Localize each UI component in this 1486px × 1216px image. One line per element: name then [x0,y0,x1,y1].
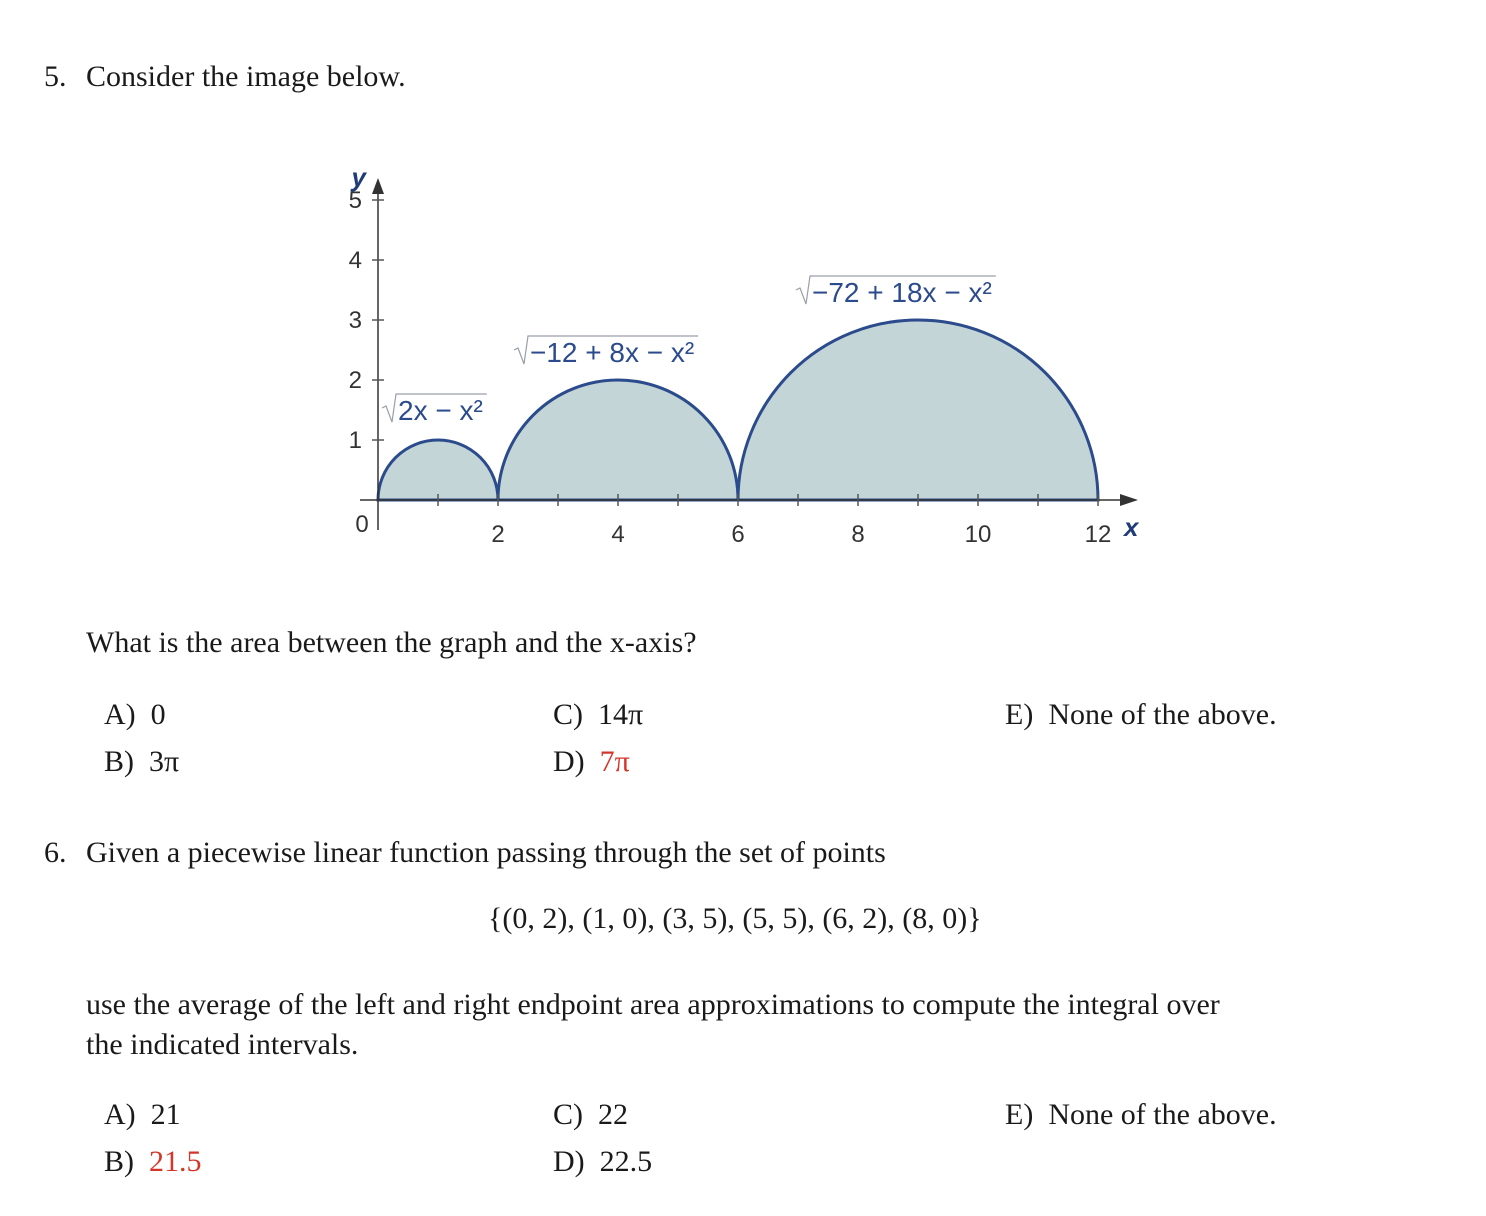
x-tick-label: 4 [611,521,625,548]
choice-value: 22.5 [599,1145,653,1178]
x-tick-label: 6 [731,521,745,548]
q5-choice-e[interactable] [1005,698,1277,732]
choice-letter: D) [553,745,585,778]
choice-value: None of the above. [1048,698,1277,731]
x-tick-label: 10 [964,521,992,548]
choice-value: 21 [150,1098,181,1131]
y-tick-label: 2 [348,367,362,394]
choice-letter: D) [553,1145,585,1178]
q6-prompt: Given a piecewise linear function passing through the set of points [86,836,886,869]
q6-choice-b[interactable] [104,1145,202,1179]
choice-value: None of the above. [1048,1098,1277,1131]
choice-value-correct: 7π [599,745,630,778]
choice-letter: B) [104,1145,134,1178]
q5-choice-b[interactable] [104,745,179,779]
q6-choice-e[interactable] [1005,1098,1277,1132]
y-tick-label: 4 [348,247,362,274]
choice-value: 22 [598,1098,628,1131]
x-axis-label: x [1124,512,1139,542]
choice-letter: A) [104,698,136,731]
q5-prompt: Consider the image below. [86,60,406,93]
x-tick-label: 12 [1084,521,1112,548]
q6-number: 6. [44,836,67,869]
y-tick-label: 3 [348,307,362,334]
y-axis-label: y [351,162,366,192]
choice-value: 3π [149,745,180,778]
choice-letter: C) [553,698,583,731]
semicircle-area-2 [498,380,738,500]
semicircle-area-3 [738,320,1098,500]
x-axis-arrow [1120,494,1138,506]
q6-points-set: {(0, 2), (1, 0), (3, 5), (5, 5), (6, 2), (8, 0)} [488,902,982,935]
q5-question: What is the area between the graph and the x-axis? [86,626,697,659]
choice-letter: E) [1005,698,1034,731]
q6-instruction-line1: use the average of the left and right endpoint area approximations to compute the integral over [86,988,1220,1021]
q5-choice-c[interactable] [553,698,643,732]
chart-plot-area [349,162,1140,548]
choice-value: 14π [598,698,644,731]
q5-choice-d[interactable] [553,745,630,779]
formula-label-3: −72 + 18x − x² [812,277,992,308]
choice-letter: A) [104,1098,136,1131]
y-axis-arrow [372,178,384,194]
x-tick-label-0: 0 [355,511,369,538]
choice-value: 0 [150,698,166,731]
formula-label-2: −12 + 8x − x² [530,337,695,368]
choice-letter: B) [104,745,134,778]
choice-value-correct: 21.5 [149,1145,202,1178]
formula-label-1: 2x − x² [398,395,483,426]
x-tick-label: 8 [851,521,865,548]
y-tick-label: 5 [348,187,362,214]
q6-choice-d[interactable] [553,1145,652,1179]
q6-choice-a[interactable] [104,1098,181,1132]
q6-choice-c[interactable] [553,1098,628,1132]
q6-instruction-line2: the indicated intervals. [86,1028,359,1061]
x-tick-label: 2 [491,521,505,548]
semicircle-graph [0,0,1486,600]
semicircle-area-1 [378,440,498,500]
q5-choice-a[interactable] [104,698,166,732]
q5-number: 5. [44,60,67,93]
choice-letter: E) [1005,1098,1034,1131]
choice-letter: C) [553,1098,583,1131]
y-tick-label: 1 [348,427,362,454]
